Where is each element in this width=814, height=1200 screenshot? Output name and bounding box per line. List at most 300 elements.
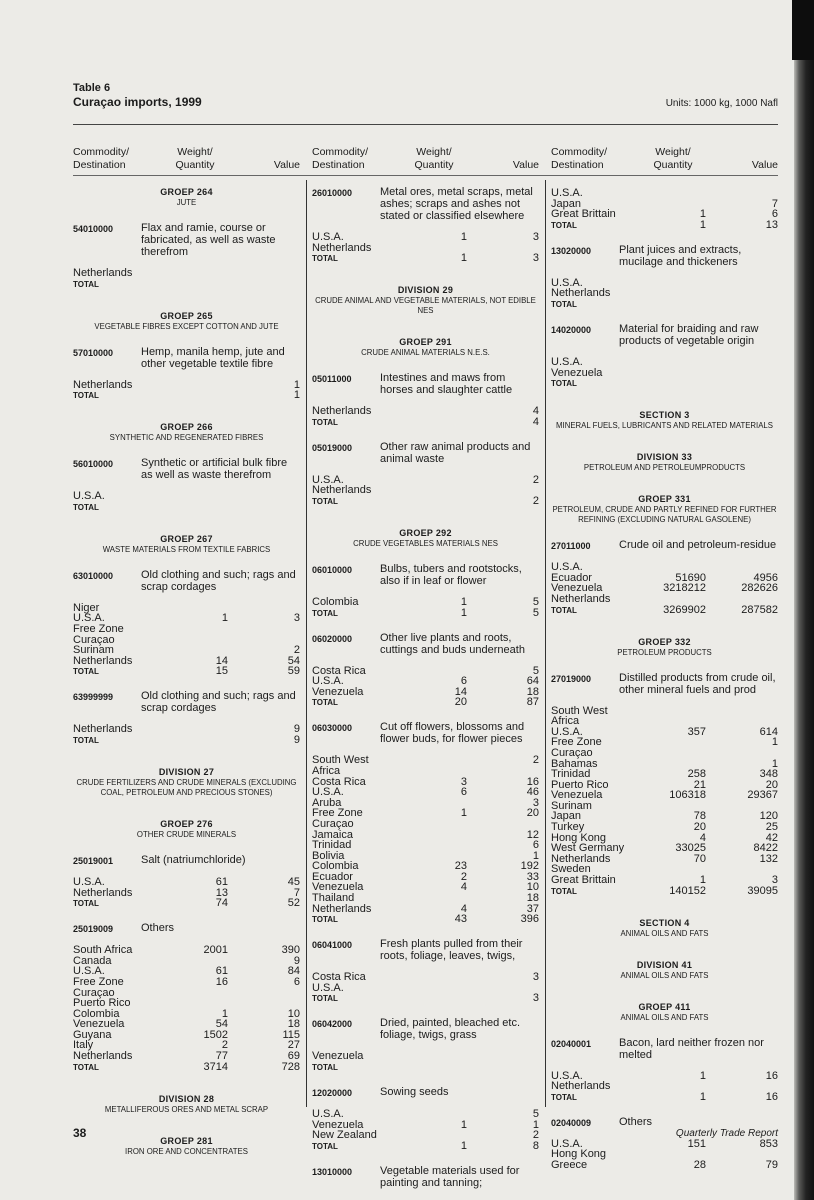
- table-row: [312, 972, 539, 983]
- commodity-item: [312, 1165, 539, 1189]
- total-label: TOTAL: [312, 254, 338, 264]
- value: 132: [759, 852, 778, 865]
- destination: U.S.A.: [73, 965, 105, 978]
- table-row: [551, 288, 778, 299]
- heading-title: SECTION 4: [639, 917, 690, 928]
- commodity-text: Intestines and maws from horses and slaughter cattle: [380, 372, 513, 397]
- quantity: [636, 594, 706, 605]
- total-row: [312, 1062, 539, 1073]
- total-quantity: [158, 502, 228, 513]
- weight-header: Weight/: [655, 146, 691, 158]
- heading-subtitle: CRUDE ANIMAL MATERIALS N.E.S.: [361, 348, 490, 358]
- destination: Netherlands: [73, 886, 133, 899]
- page-number: 38: [73, 1126, 87, 1140]
- commodity-code: 57010000: [73, 347, 114, 358]
- quantity: [636, 288, 706, 299]
- destination: South Africa: [73, 944, 133, 957]
- quantity: 78: [693, 810, 706, 823]
- destination: Ecuador: [551, 571, 592, 584]
- total-label: TOTAL: [73, 502, 99, 512]
- quantity: 51690: [675, 571, 706, 584]
- total-label: TOTAL: [551, 605, 577, 615]
- commodity-code: 56010000: [73, 459, 114, 470]
- destination: Trinidad: [551, 768, 591, 781]
- total-row: [73, 898, 300, 909]
- commodity-item: [312, 721, 539, 925]
- value: 20: [765, 778, 778, 791]
- total-row: [73, 279, 300, 290]
- quantity: [158, 724, 228, 735]
- destination: Free Zone Curaçao: [73, 975, 124, 999]
- commodity-header: Commodity/: [73, 146, 130, 158]
- table-row: [551, 1160, 778, 1171]
- value: 45: [287, 875, 300, 888]
- commodity-text: Cut off flowers, blossoms and flower buds, for flower pieces: [380, 721, 525, 746]
- total-label: TOTAL: [312, 994, 338, 1004]
- quantity: 13: [215, 886, 228, 899]
- commodity-code: 25019009: [73, 924, 114, 935]
- page-corner-shadow: [792, 0, 814, 60]
- quantity: [636, 357, 706, 368]
- destination: Netherlands: [551, 592, 611, 605]
- destination: Niger: [73, 601, 100, 614]
- destination: Venezuela: [312, 1050, 364, 1063]
- total-row: [551, 299, 778, 310]
- value: 37: [526, 902, 539, 915]
- destination: Free Zone Curaçao: [551, 736, 602, 759]
- total-quantity: [158, 390, 228, 401]
- value: 54: [287, 654, 300, 667]
- value: 16: [526, 775, 539, 788]
- table-row: [73, 656, 300, 667]
- total-value: 8: [532, 1139, 539, 1152]
- destination-rows: [551, 1071, 778, 1103]
- quantity: 14: [454, 685, 467, 698]
- total-value: [228, 502, 300, 513]
- destination: Jamaica: [312, 828, 353, 841]
- total-quantity: [636, 299, 706, 310]
- destination: Costa Rica: [312, 775, 366, 788]
- commodity-item: [551, 1037, 778, 1103]
- table-row: [312, 1130, 539, 1141]
- value: [706, 594, 778, 605]
- total-label: TOTAL: [73, 1062, 99, 1072]
- total-value: [706, 299, 778, 310]
- value: 192: [520, 860, 539, 873]
- table-row: [551, 357, 778, 368]
- section-heading: [73, 1135, 300, 1157]
- total-row: [312, 914, 539, 925]
- destination: U.S.A.: [73, 612, 105, 625]
- table-row: [73, 1051, 300, 1062]
- quantity: 20: [693, 821, 706, 834]
- commodity-item: [312, 938, 539, 1004]
- destination-rows: [551, 357, 778, 389]
- total-row: [312, 417, 539, 428]
- total-quantity: 74: [215, 897, 228, 910]
- destination: Colombia: [312, 860, 359, 873]
- quantity: [397, 406, 467, 417]
- commodity-item: [312, 441, 539, 507]
- section-heading: [73, 310, 300, 332]
- column-divider: [545, 180, 546, 1107]
- destination-rows: [312, 1109, 539, 1152]
- destination-rows: [312, 232, 539, 264]
- quantity: [397, 840, 467, 851]
- total-value: 4: [532, 415, 539, 428]
- quantity: 106318: [669, 789, 706, 802]
- total-label: TOTAL: [73, 667, 99, 677]
- section-heading: [73, 186, 300, 208]
- table-row: [73, 603, 300, 614]
- value: [706, 278, 778, 289]
- heading-title: GROEP 267: [160, 533, 213, 544]
- quantity: 258: [687, 768, 706, 781]
- value: 3: [532, 796, 539, 809]
- table-row: [312, 904, 539, 915]
- quantity: 21: [693, 778, 706, 791]
- commodity-item: [312, 632, 539, 709]
- value: 5: [532, 1108, 539, 1121]
- total-label: TOTAL: [73, 391, 99, 401]
- quantity: [397, 475, 467, 486]
- value: 4: [532, 405, 539, 418]
- table-row: [312, 243, 539, 254]
- commodity-code: 06020000: [312, 633, 353, 644]
- heading-subtitle: CRUDE VEGETABLES MATERIALS NES: [353, 538, 498, 548]
- destination-rows: [73, 491, 300, 513]
- table-row: [73, 268, 300, 279]
- section-heading: [73, 818, 300, 840]
- quantity: [158, 603, 228, 614]
- total-row: [73, 735, 300, 746]
- destination: U.S.A.: [312, 786, 344, 799]
- destination: Turkey: [551, 821, 585, 834]
- section-heading: [312, 284, 539, 316]
- total-value: 728: [281, 1060, 300, 1073]
- quantity-header: Quantity: [653, 159, 693, 171]
- quantity: [397, 983, 467, 994]
- table-row: [73, 977, 300, 998]
- quantity: [397, 243, 467, 254]
- section-heading: [551, 1001, 778, 1023]
- section-heading: [551, 451, 778, 473]
- quantity: [636, 278, 706, 289]
- commodity-item: [551, 244, 778, 310]
- commodity-description: [312, 372, 539, 396]
- commodity-description: [551, 1116, 778, 1129]
- destination: Hong Kong: [551, 831, 607, 844]
- destination: Surinam: [551, 799, 592, 812]
- commodity-code: 14020000: [551, 324, 592, 335]
- table-row: [73, 624, 300, 645]
- table-row: [312, 755, 539, 776]
- section-heading: [312, 527, 539, 549]
- value: 9: [293, 954, 300, 967]
- quantity: 1: [699, 208, 706, 221]
- commodity-item: [73, 690, 300, 746]
- destination: Netherlands: [73, 378, 133, 391]
- heading-title: SECTION 3: [639, 410, 690, 421]
- column-header-3: [551, 146, 778, 174]
- value: 25: [765, 821, 778, 834]
- commodity-code: 06030000: [312, 723, 353, 734]
- quantity: 1: [460, 231, 467, 243]
- quantity: [397, 1130, 467, 1141]
- total-label: TOTAL: [312, 608, 338, 618]
- table-row: [551, 737, 778, 758]
- value: 853: [759, 1137, 778, 1150]
- total-row: [551, 605, 778, 616]
- value: 20: [526, 807, 539, 820]
- value: 1: [532, 849, 539, 862]
- value: 2: [293, 644, 300, 657]
- commodity-item: [312, 186, 539, 264]
- commodity-text: Distilled products from crude oil, other mineral fuels and prod: [619, 671, 776, 696]
- value: [706, 188, 778, 199]
- value: 2: [532, 754, 539, 767]
- destination: Netherlands: [312, 902, 372, 915]
- value: 120: [759, 810, 778, 823]
- heading-subtitle: OTHER CRUDE MINERALS: [136, 829, 237, 839]
- destination: U.S.A.: [312, 981, 344, 994]
- destination: Greece: [551, 1159, 588, 1171]
- table-row: [312, 666, 539, 677]
- total-value: [228, 279, 300, 290]
- destination: Netherlands: [312, 484, 372, 497]
- destination: Japan: [551, 810, 581, 823]
- quantity: 2: [460, 870, 467, 883]
- commodity-text: Sowing seeds: [380, 1086, 449, 1099]
- commodity-text: Others: [141, 922, 175, 935]
- value: 115: [282, 1028, 300, 1041]
- heading-title: DIVISION 41: [636, 959, 693, 970]
- destination: Surinam: [73, 644, 114, 657]
- destination-rows: [312, 1051, 539, 1073]
- column-divider: [306, 180, 307, 1107]
- commodity-item: [73, 922, 300, 1073]
- table-row: [312, 808, 539, 829]
- value: 348: [759, 768, 778, 781]
- total-row: [312, 608, 539, 619]
- total-row: [73, 390, 300, 401]
- heading-subtitle: VEGETABLE FIBRES EXCEPT COTTON AND JUTE: [94, 321, 279, 331]
- total-row: [551, 220, 778, 231]
- destination: U.S.A.: [73, 490, 105, 503]
- commodity-item: [551, 539, 778, 615]
- total-quantity: 3714: [203, 1060, 228, 1073]
- total-label: TOTAL: [73, 899, 99, 909]
- total-label: TOTAL: [312, 698, 338, 708]
- value: [706, 357, 778, 368]
- quantity: [397, 1051, 467, 1062]
- quantity: 77: [215, 1050, 228, 1063]
- commodity-description: [73, 569, 300, 593]
- total-quantity: [397, 496, 467, 507]
- table-row: [312, 406, 539, 417]
- heading-title: DIVISION 33: [636, 452, 693, 463]
- total-value: 3: [532, 252, 539, 265]
- heading-subtitle: WASTE MATERIALS FROM TEXTILE FABRICS: [102, 544, 271, 554]
- destination: Netherlands: [312, 241, 372, 254]
- weight-header: Weight/: [177, 146, 213, 158]
- value: 1: [532, 1118, 539, 1131]
- commodity-description: [551, 323, 778, 347]
- publication-title: Quarterly Trade Report: [675, 1128, 778, 1139]
- commodity-code: 63010000: [73, 570, 114, 581]
- quantity: 1: [699, 874, 706, 887]
- quantity: [397, 666, 467, 677]
- commodity-description: [551, 1037, 778, 1061]
- weight-header: Weight/: [416, 146, 452, 158]
- commodity-description: [312, 1017, 539, 1041]
- commodity-item: [312, 1017, 539, 1073]
- destination: South West Africa: [551, 704, 608, 728]
- heading-subtitle: ANIMAL OILS AND FATS: [620, 970, 709, 980]
- quantity: 2001: [203, 944, 228, 957]
- commodity-code: 25019001: [73, 855, 114, 866]
- table-row: [73, 491, 300, 502]
- commodity-description: [73, 922, 300, 935]
- value: [706, 706, 778, 727]
- quantity: 1502: [203, 1028, 228, 1041]
- heading-subtitle: ANIMAL OILS AND FATS: [620, 1012, 709, 1022]
- value-header: Value: [512, 159, 539, 171]
- commodity-text: Plant juices and extracts, mucilage and thickeners: [619, 243, 742, 268]
- quantity: [158, 268, 228, 279]
- quantity: [397, 1109, 467, 1120]
- commodity-text: Bacon, lard neither frozen nor melted: [619, 1036, 764, 1061]
- heading-title: GROEP 411: [638, 1001, 691, 1012]
- destination-rows: [551, 278, 778, 310]
- destination: U.S.A.: [551, 1069, 583, 1082]
- commodity-description: [312, 938, 539, 962]
- heading-title: GROEP 331: [638, 494, 691, 505]
- heading-subtitle: PETROLEUM AND PETROLEUMPRODUCTS: [583, 463, 746, 473]
- table-row: [551, 209, 778, 220]
- commodity-text: Vegetable materials used for painting and tanning;: [380, 1164, 520, 1189]
- quantity: 3218212: [663, 582, 706, 595]
- commodity-code: 54010000: [73, 224, 114, 234]
- destination-header: Destination: [551, 159, 604, 171]
- destination: U.S.A.: [312, 675, 344, 688]
- total-row: [312, 1141, 539, 1152]
- quantity: 23: [454, 860, 467, 873]
- table-row: [312, 485, 539, 496]
- commodity-description: [73, 222, 300, 258]
- total-quantity: 1: [460, 1139, 467, 1152]
- total-value: 59: [287, 665, 300, 678]
- destination: Netherlands: [73, 723, 133, 736]
- column-header-1: [73, 146, 300, 174]
- value: 16: [765, 1069, 778, 1082]
- value: [228, 268, 300, 279]
- total-label: TOTAL: [312, 1141, 338, 1151]
- heading-title: GROEP 291: [399, 337, 452, 348]
- value: 18: [287, 1018, 300, 1031]
- total-label: TOTAL: [551, 299, 577, 309]
- commodity-code: 05011000: [312, 374, 352, 385]
- heading-subtitle: PETROLEUM, CRUDE AND PARTLY REFINED FOR FURTHER REFINING (EXCLUDING NATURAL GASOLENE): [552, 505, 777, 525]
- heading-subtitle: SYNTHETIC AND REGENERATED FIBRES: [109, 433, 264, 443]
- destination-rows: [73, 380, 300, 402]
- value: 1: [293, 378, 300, 391]
- quantity: 4: [699, 831, 706, 844]
- destination: Netherlands: [312, 405, 372, 418]
- value: 6: [771, 208, 778, 221]
- quantity: 70: [693, 852, 706, 865]
- destination-rows: [312, 475, 539, 507]
- commodity-description: [312, 1165, 539, 1189]
- total-label: TOTAL: [73, 735, 99, 745]
- commodity-item: [551, 672, 778, 897]
- total-quantity: [397, 417, 467, 428]
- destination: U.S.A.: [551, 725, 583, 738]
- table-row: [73, 380, 300, 391]
- commodity-item: [551, 188, 778, 231]
- total-quantity: 1: [699, 1090, 706, 1103]
- total-label: TOTAL: [73, 279, 99, 289]
- value: 3: [532, 231, 539, 243]
- value: 18: [526, 685, 539, 698]
- section-heading: [551, 493, 778, 525]
- commodity-text: Flax and ramie, course or fabricated, as well as waste therefrom: [141, 222, 276, 258]
- column-header-2: [312, 146, 539, 174]
- total-value: 1: [293, 389, 300, 402]
- table-row: [551, 188, 778, 199]
- value: 79: [765, 1159, 778, 1171]
- table-row: [551, 811, 778, 822]
- destination: Japan: [551, 197, 581, 210]
- total-value: 396: [520, 913, 539, 926]
- quantity: 1: [699, 1069, 706, 1082]
- destination-rows: [551, 562, 778, 615]
- table-row: [551, 368, 778, 379]
- commodity-code: 06041000: [312, 940, 353, 951]
- destination: Free Zone Curaçao: [312, 807, 363, 830]
- total-label: TOTAL: [551, 220, 577, 230]
- page-edge-shadow: [794, 0, 814, 1200]
- total-value: 16: [765, 1090, 778, 1103]
- commodity-text: Dried, painted, bleached etc. foliage, twigs, grass: [380, 1017, 521, 1042]
- quantity: 61: [215, 965, 228, 978]
- value: 10: [526, 881, 539, 894]
- commodity-code: 05019000: [312, 442, 353, 453]
- destination: Trinidad: [312, 839, 352, 852]
- commodity-item: [551, 1116, 778, 1171]
- table-row: [551, 875, 778, 886]
- destination: Venezuela: [312, 881, 364, 894]
- value: 5: [532, 595, 539, 608]
- destination-rows: [73, 603, 300, 678]
- destination: Colombia: [312, 595, 359, 608]
- value: 18: [526, 892, 539, 905]
- value: 1: [771, 757, 778, 770]
- commodity-header: Commodity/: [551, 146, 608, 158]
- total-value: 3: [532, 992, 539, 1005]
- heading-subtitle: MINERAL FUELS, LUBRICANTS AND RELATED MATERIALS: [556, 421, 773, 431]
- quantity: [397, 830, 467, 841]
- table-column-3: [551, 180, 778, 1171]
- heading-subtitle: IRON ORE AND CONCENTRATES: [125, 1146, 248, 1156]
- table-row: [312, 983, 539, 994]
- heading-subtitle: JUTE: [176, 198, 197, 207]
- destination-rows: [312, 406, 539, 428]
- commodity-code: 12020000: [312, 1088, 353, 1099]
- destination-rows: [73, 877, 300, 909]
- header-rule: [73, 124, 778, 125]
- commodity-item: [73, 222, 300, 290]
